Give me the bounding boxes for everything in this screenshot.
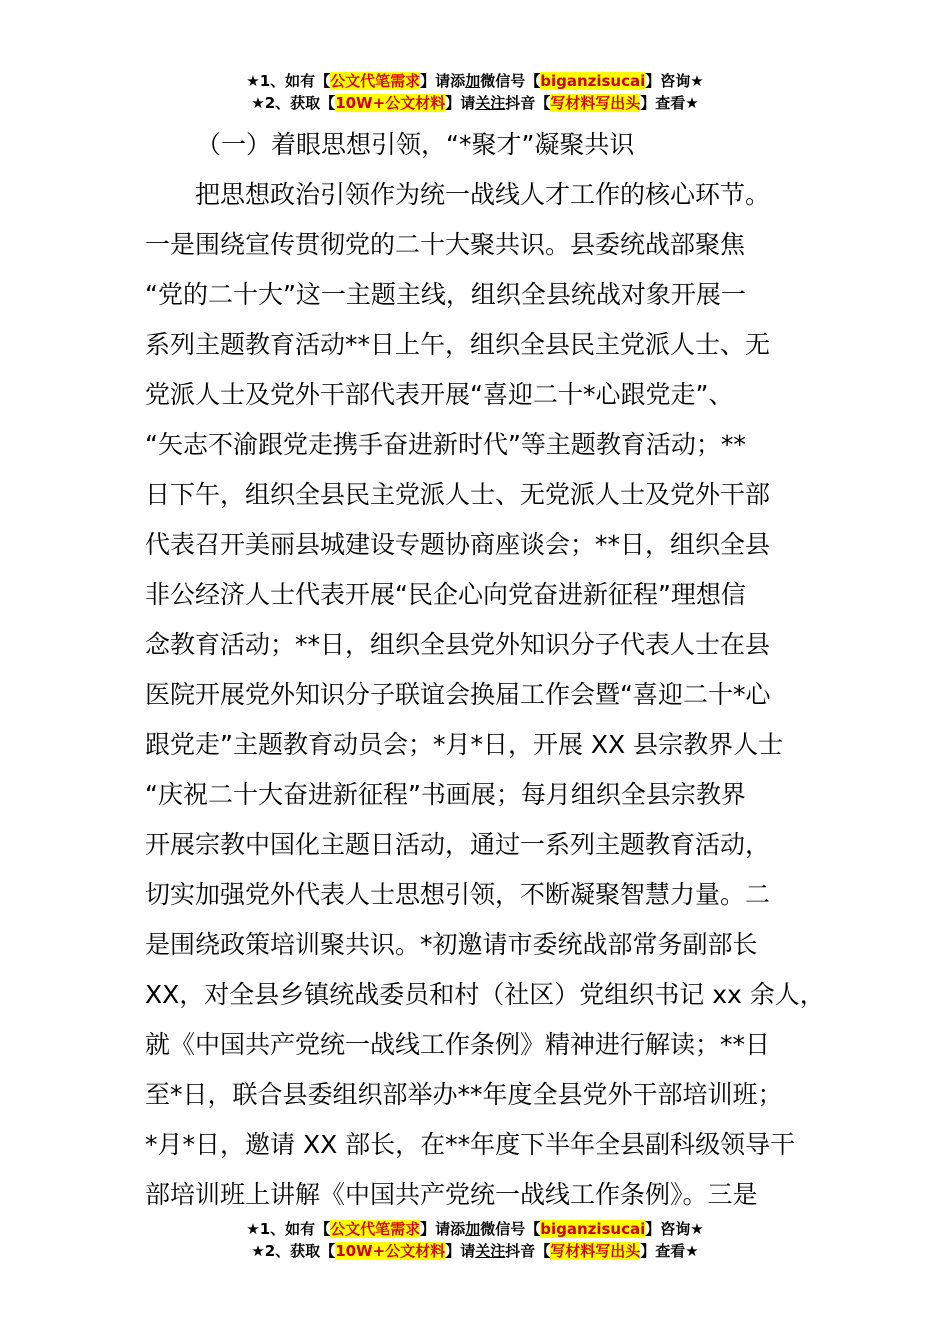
text-line: 开展宗教中国化主题日活动，通过一系列主题教育活动，: [145, 830, 771, 859]
banner-highlight: 公文代笔需求: [330, 72, 421, 90]
text-line: 是围绕政策培训聚共识。*初邀请市委统战部常务副部长: [145, 930, 758, 959]
text-line: 医院开展党外知识分子联谊会换届工作会暨“喜迎二十*心: [145, 680, 771, 709]
banner-line-1: ★1、如有【公文代笔需求】请添加微信号【biganzisucai】咨询★: [246, 1220, 704, 1238]
bottom-banner: [0, 1218, 950, 1262]
top-banner: [0, 70, 950, 114]
banner-highlight: 写材料写出头: [550, 1242, 641, 1260]
text-line: 日下午，组织全县民主党派人士、无党派人士及党外干部: [145, 480, 771, 509]
section-heading: （一）着眼思想引领，“*聚才”凝聚共识: [196, 130, 635, 159]
text-line: 一是围绕宣传贯彻党的二十大聚共识。县委统战部聚焦: [145, 230, 746, 259]
banner-line-2: ★2、获取【10W+公文材料】请关注抖音【写材料写出头】查看★: [251, 1242, 699, 1260]
text-line: XX，对全县乡镇统战委员和村（社区）党组织书记 xx 余人，: [145, 980, 825, 1009]
banner-highlight: biganzisucai: [540, 1220, 646, 1238]
text-line: 就《中国共产党统一战线工作条例》精神进行解读；**日: [145, 1030, 771, 1059]
banner-highlight: biganzisucai: [540, 72, 646, 90]
banner-line-2: ★2、获取【10W+公文材料】请关注抖音【写材料写出头】查看★: [251, 94, 699, 112]
text-line: 非公经济人士代表开展“民企心向党奋进新征程”理想信: [145, 580, 746, 609]
banner-highlight: 10W+公文材料: [335, 1242, 446, 1260]
text-line: 部培训班上讲解《中国共产党统一战线工作条例》。三是: [145, 1180, 758, 1209]
banner-highlight: 公文代笔需求: [330, 1220, 421, 1238]
text-line: *月*日，邀请 XX 部长，在**年度下半年全县副科级领导干: [145, 1130, 796, 1159]
text-line: 代表召开美丽县城建设专题协商座谈会；**日，组织全县: [145, 530, 771, 559]
text-line: 跟党走”主题教育动员会；*月*日，开展 XX 县宗教界人士: [145, 730, 784, 759]
text-line: 把思想政治引领作为统一战线人才工作的核心环节。: [145, 180, 771, 209]
banner-highlight: 写材料写出头: [550, 94, 641, 112]
banner-highlight: 10W+公文材料: [335, 94, 446, 112]
text-line: 系列主题教育活动**日上午，组织全县民主党派人士、无: [145, 330, 771, 359]
banner-line-1: ★1、如有【公文代笔需求】请添加微信号【biganzisucai】咨询★: [246, 72, 704, 90]
text-line: 念教育活动；**日，组织全县党外知识分子代表人士在县: [145, 630, 771, 659]
text-line: 党派人士及党外干部代表开展“喜迎二十*心跟党走”、: [145, 380, 734, 409]
text-line: “党的二十大”这一主题主线，组织全县统战对象开展一: [145, 280, 746, 309]
text-line: “庆祝二十大奋进新征程”书画展；每月组织全县宗教界: [145, 780, 746, 809]
text-line: 至*日，联合县委组织部举办**年度全县党外干部培训班；: [145, 1080, 783, 1109]
text-line: “矢志不渝跟党走携手奋进新时代”等主题教育活动；**: [145, 430, 746, 459]
text-line: 切实加强党外代表人士思想引领，不断凝聚智慧力量。二: [145, 880, 771, 909]
